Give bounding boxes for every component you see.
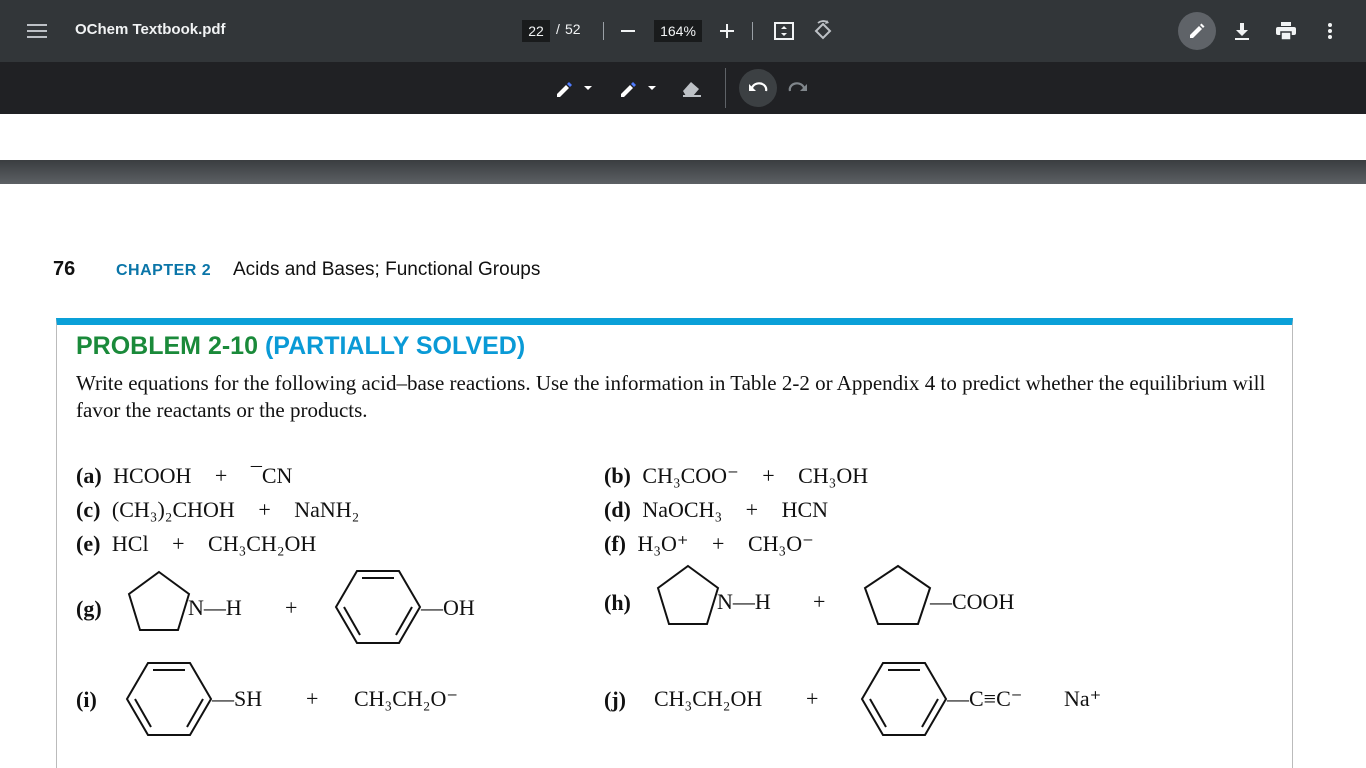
annotate-button[interactable] [1178, 12, 1216, 50]
reaction-d [604, 497, 828, 523]
reaction-label: (d) [604, 497, 631, 522]
reaction-e [76, 531, 316, 557]
benzene-ring-i [124, 660, 216, 738]
plus-sign: + [306, 686, 319, 711]
reaction-c [76, 497, 359, 523]
reaction-label: (a) [76, 463, 102, 488]
more-options-icon[interactable] [1318, 19, 1342, 43]
pdf-page [0, 184, 1366, 768]
reactant-1-j: CH₃CH₂OH [654, 686, 763, 711]
reaction-label: (e) [76, 531, 101, 556]
page-number-input[interactable]: 22 [522, 20, 550, 42]
reactant-2: ¯CN [250, 463, 293, 488]
reactant-2: CH₃OH [798, 463, 869, 488]
sh-group-i: —SH [212, 686, 263, 711]
download-icon[interactable] [1230, 19, 1254, 43]
reaction-label: (b) [604, 463, 631, 488]
benzene-ring-j [859, 660, 951, 738]
nh-group-h: N—H [717, 589, 771, 614]
reactant-1: CH₃COO⁻ [642, 463, 739, 488]
reactant-1: H₃O⁺ [637, 531, 689, 556]
nh-group-g: N—H [188, 595, 242, 620]
reactant-1: (CH₃)₂CHOH [111, 497, 235, 522]
reactant-1: HCl [111, 531, 149, 556]
plus-sign: + [172, 531, 185, 556]
plus-sign: + [762, 463, 775, 488]
redo-icon[interactable] [787, 78, 809, 98]
chapter-label: CHAPTER 2 [116, 262, 212, 279]
reactant-1: HCOOH [113, 463, 192, 488]
page-separator: / [556, 21, 560, 37]
oh-group-g: —OH [421, 595, 475, 620]
reaction-label: (f) [604, 531, 626, 556]
plus-sign: + [813, 589, 826, 614]
problem-status: (PARTIALLY SOLVED) [264, 332, 526, 360]
zoom-input[interactable]: 164% [654, 20, 702, 42]
reactant-2: NaNH₂ [294, 497, 360, 522]
reactant-1: NaOCH₃ [642, 497, 723, 522]
reaction-label-j: (j) [604, 687, 626, 712]
zoom-in-button[interactable] [715, 20, 739, 42]
reaction-label: (c) [76, 497, 101, 522]
page-gap [0, 160, 1366, 184]
reactant-2: CH₃CH₂OH [208, 531, 317, 556]
problem-number: PROBLEM 2-10 [76, 332, 258, 360]
page-number: 76 [53, 258, 76, 280]
divider [725, 68, 726, 108]
reactant-2: CH₃O⁻ [747, 531, 814, 556]
reactant-2: HCN [781, 497, 829, 522]
cooh-group-h: —COOH [930, 589, 1015, 614]
plus-sign: + [258, 497, 271, 522]
pdf-toolbar [0, 0, 1366, 62]
counterion-j: Na⁺ [1064, 686, 1102, 711]
highlighter-tool-icon[interactable] [616, 76, 660, 100]
pyrrolidine-ring-h [655, 564, 721, 634]
acetylide-group-j: —C≡C⁻ [947, 686, 1023, 711]
page-total: 52 [565, 21, 581, 37]
rotate-icon[interactable] [811, 19, 835, 43]
previous-page [0, 114, 1366, 160]
zoom-out-button[interactable] [616, 20, 640, 42]
reaction-b [604, 463, 868, 489]
benzene-ring-g [333, 568, 425, 646]
annotation-toolbar [0, 62, 1366, 114]
plus-sign: + [712, 531, 725, 556]
problem-text: Write equations for the following acid–base reactions. Use the information in Table 2-2 or Appendix 4 to predict whether the equilibrium will favor the reactants or the products. [76, 371, 1266, 422]
document-title: OChem Textbook.pdf [75, 21, 226, 38]
pyrrolidine-ring-g [126, 570, 192, 640]
cyclopentane-ring-h [862, 564, 934, 634]
pdf-viewer[interactable] [0, 114, 1366, 768]
divider [752, 22, 753, 40]
divider [603, 22, 604, 40]
plus-sign: + [745, 497, 759, 522]
menu-icon[interactable] [20, 18, 54, 44]
chapter-title: Acids and Bases; Functional Groups [233, 259, 541, 280]
plus-sign: + [214, 463, 228, 488]
reaction-label-h: (h) [604, 590, 631, 615]
plus-sign: + [285, 595, 298, 620]
eraser-icon[interactable] [679, 76, 705, 100]
print-icon[interactable] [1273, 19, 1299, 43]
reaction-f [604, 531, 814, 557]
reactant-2-i: CH₃CH₂O⁻ [354, 686, 458, 711]
problem-heading [76, 332, 525, 361]
reaction-label-i: (i) [76, 687, 97, 712]
reaction-a [76, 463, 292, 489]
undo-icon[interactable] [739, 69, 777, 107]
fit-page-icon[interactable] [772, 19, 796, 43]
plus-sign: + [806, 686, 819, 711]
reaction-label-g: (g) [76, 596, 102, 621]
pen-tool-icon[interactable] [552, 76, 596, 100]
